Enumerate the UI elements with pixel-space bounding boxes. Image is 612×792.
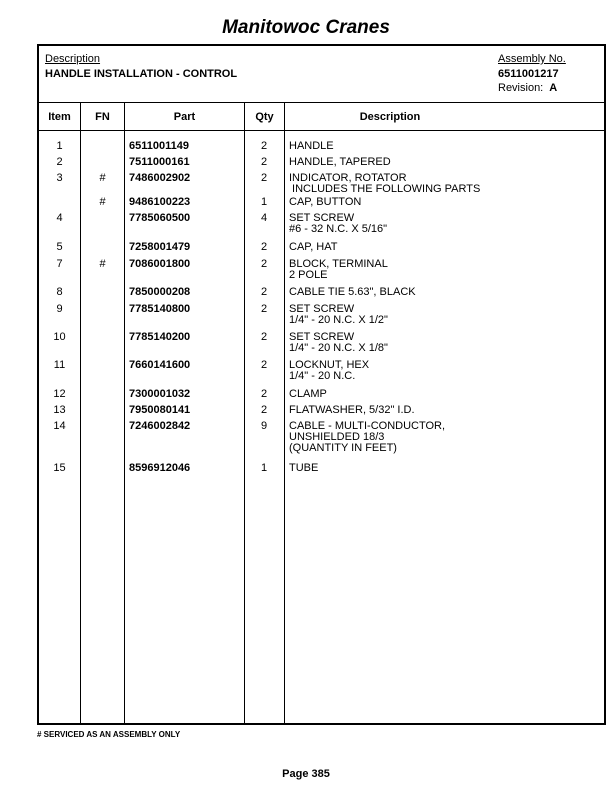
part-number-cell: 7785140800 — [129, 303, 191, 315]
description-cell — [289, 197, 361, 208]
description-line: CABLE - MULTI-CONDUCTOR, — [289, 420, 446, 432]
part-number-cell: 7950080141 — [129, 404, 191, 416]
description-cell — [289, 389, 327, 400]
description-line: UNSHIELDED 18/3 — [289, 431, 385, 443]
quantity-cell: 2 — [260, 388, 268, 400]
description-line: #6 - 32 N.C. X 5/16" — [289, 223, 388, 235]
quantity-cell: 1 — [260, 462, 268, 474]
quantity-cell: 2 — [260, 404, 268, 416]
description-value: HANDLE INSTALLATION - CONTROL — [45, 68, 238, 80]
description-line: CAP, HAT — [289, 241, 338, 253]
description-line: CLAMP — [289, 388, 327, 400]
column-header-fn: FN — [95, 111, 110, 123]
quantity-cell: 1 — [260, 196, 268, 208]
column-divider-item — [80, 102, 81, 723]
item-cell: 1 — [56, 140, 63, 152]
description-cell — [289, 304, 388, 326]
item-cell: 12 — [53, 388, 66, 400]
part-number-cell: 7660141600 — [129, 359, 191, 371]
quantity-cell: 2 — [260, 303, 268, 315]
part-number-cell: 6511001149 — [129, 140, 189, 152]
item-cell: 5 — [56, 241, 63, 253]
revision — [498, 82, 557, 94]
part-number-cell: 7850000208 — [129, 286, 191, 298]
item-cell: 9 — [56, 303, 63, 315]
revision-label: Revision: — [498, 82, 544, 94]
quantity-cell: 2 — [260, 286, 268, 298]
part-number-cell: 9486100223 — [129, 196, 191, 208]
document-title: Manitowoc Cranes — [222, 17, 390, 38]
description-cell — [289, 287, 416, 298]
item-cell: 13 — [53, 404, 66, 416]
column-divider-fn — [124, 102, 125, 723]
part-number-cell: 7246002842 — [129, 420, 191, 432]
item-cell: 11 — [53, 359, 66, 371]
quantity-cell: 9 — [260, 420, 268, 432]
description-line: HANDLE, TAPERED — [289, 156, 391, 168]
description-line: FLATWASHER, 5/32" I.D. — [289, 404, 415, 416]
parts-list-frame — [37, 44, 606, 725]
part-number-cell: 7511000161 — [129, 156, 190, 168]
footnote: # SERVICED AS AN ASSEMBLY ONLY — [37, 730, 181, 739]
description-line: 1/4" - 20 N.C. X 1/2" — [289, 314, 388, 326]
part-number-cell: 8596912046 — [129, 462, 191, 474]
item-cell: 10 — [53, 331, 66, 343]
description-cell — [289, 463, 318, 474]
description-line: CAP, BUTTON — [289, 196, 362, 208]
item-cell: 14 — [53, 420, 66, 432]
column-header-part: Part — [173, 111, 196, 123]
quantity-cell: 2 — [260, 331, 268, 343]
item-cell: 15 — [53, 462, 66, 474]
column-header-description: Description — [359, 111, 421, 123]
item-cell: 7 — [56, 258, 63, 270]
part-number-cell: 7086001800 — [129, 258, 191, 270]
description-line: INDICATOR, ROTATOR — [289, 172, 407, 184]
quantity-cell: 2 — [260, 172, 268, 184]
part-number-cell: 7258001479 — [129, 241, 191, 253]
item-cell: 4 — [56, 212, 63, 224]
description-cell — [289, 141, 334, 152]
description-label: Description — [45, 53, 101, 65]
description-line: INCLUDES THE FOLLOWING PARTS — [289, 183, 481, 195]
part-number-cell: 7785140200 — [129, 331, 191, 343]
column-header-qty: Qty — [255, 111, 274, 123]
quantity-cell: 2 — [260, 258, 268, 270]
item-cell: 8 — [56, 286, 63, 298]
description-cell — [289, 242, 338, 253]
description-cell — [289, 421, 445, 454]
description-line: 1/4" - 20 N.C. — [289, 370, 356, 382]
fn-cell: # — [99, 172, 106, 184]
assembly-number: 6511001217 — [498, 68, 559, 80]
item-cell: 3 — [56, 172, 63, 184]
description-line: TUBE — [289, 462, 319, 474]
description-line: 1/4" - 20 N.C. X 1/8" — [289, 342, 388, 354]
description-line: HANDLE — [289, 140, 334, 152]
page-number: Page 385 — [282, 768, 330, 780]
description-cell — [289, 213, 387, 235]
description-line: SET SCREW — [289, 212, 355, 224]
description-line: LOCKNUT, HEX — [289, 359, 370, 371]
item-cell: 2 — [56, 156, 63, 168]
description-cell — [289, 405, 415, 416]
part-number-cell: 7300001032 — [129, 388, 191, 400]
description-cell — [289, 332, 388, 354]
description-line: 2 POLE — [289, 269, 328, 281]
quantity-cell: 2 — [260, 140, 268, 152]
column-divider-qty — [284, 102, 285, 723]
part-number-cell: 7486002902 — [129, 172, 191, 184]
quantity-cell: 2 — [260, 156, 268, 168]
revision-value: A — [549, 82, 558, 94]
column-header-item: Item — [48, 111, 71, 123]
description-cell — [289, 360, 369, 382]
quantity-cell: 4 — [260, 212, 268, 224]
description-cell — [289, 259, 388, 281]
description-line: BLOCK, TERMINAL — [289, 258, 388, 270]
fn-cell: # — [99, 258, 106, 270]
fn-cell: # — [99, 196, 106, 208]
description-line: CABLE TIE 5.63", BLACK — [289, 286, 416, 298]
part-number-cell: 7785060500 — [129, 212, 191, 224]
description-line: (QUANTITY IN FEET) — [289, 442, 397, 454]
assembly-label: Assembly No. — [498, 53, 566, 65]
description-line: SET SCREW — [289, 303, 355, 315]
description-line: SET SCREW — [289, 331, 355, 343]
quantity-cell: 2 — [260, 359, 268, 371]
description-cell — [289, 173, 480, 195]
quantity-cell: 2 — [260, 241, 268, 253]
description-cell — [289, 157, 391, 168]
